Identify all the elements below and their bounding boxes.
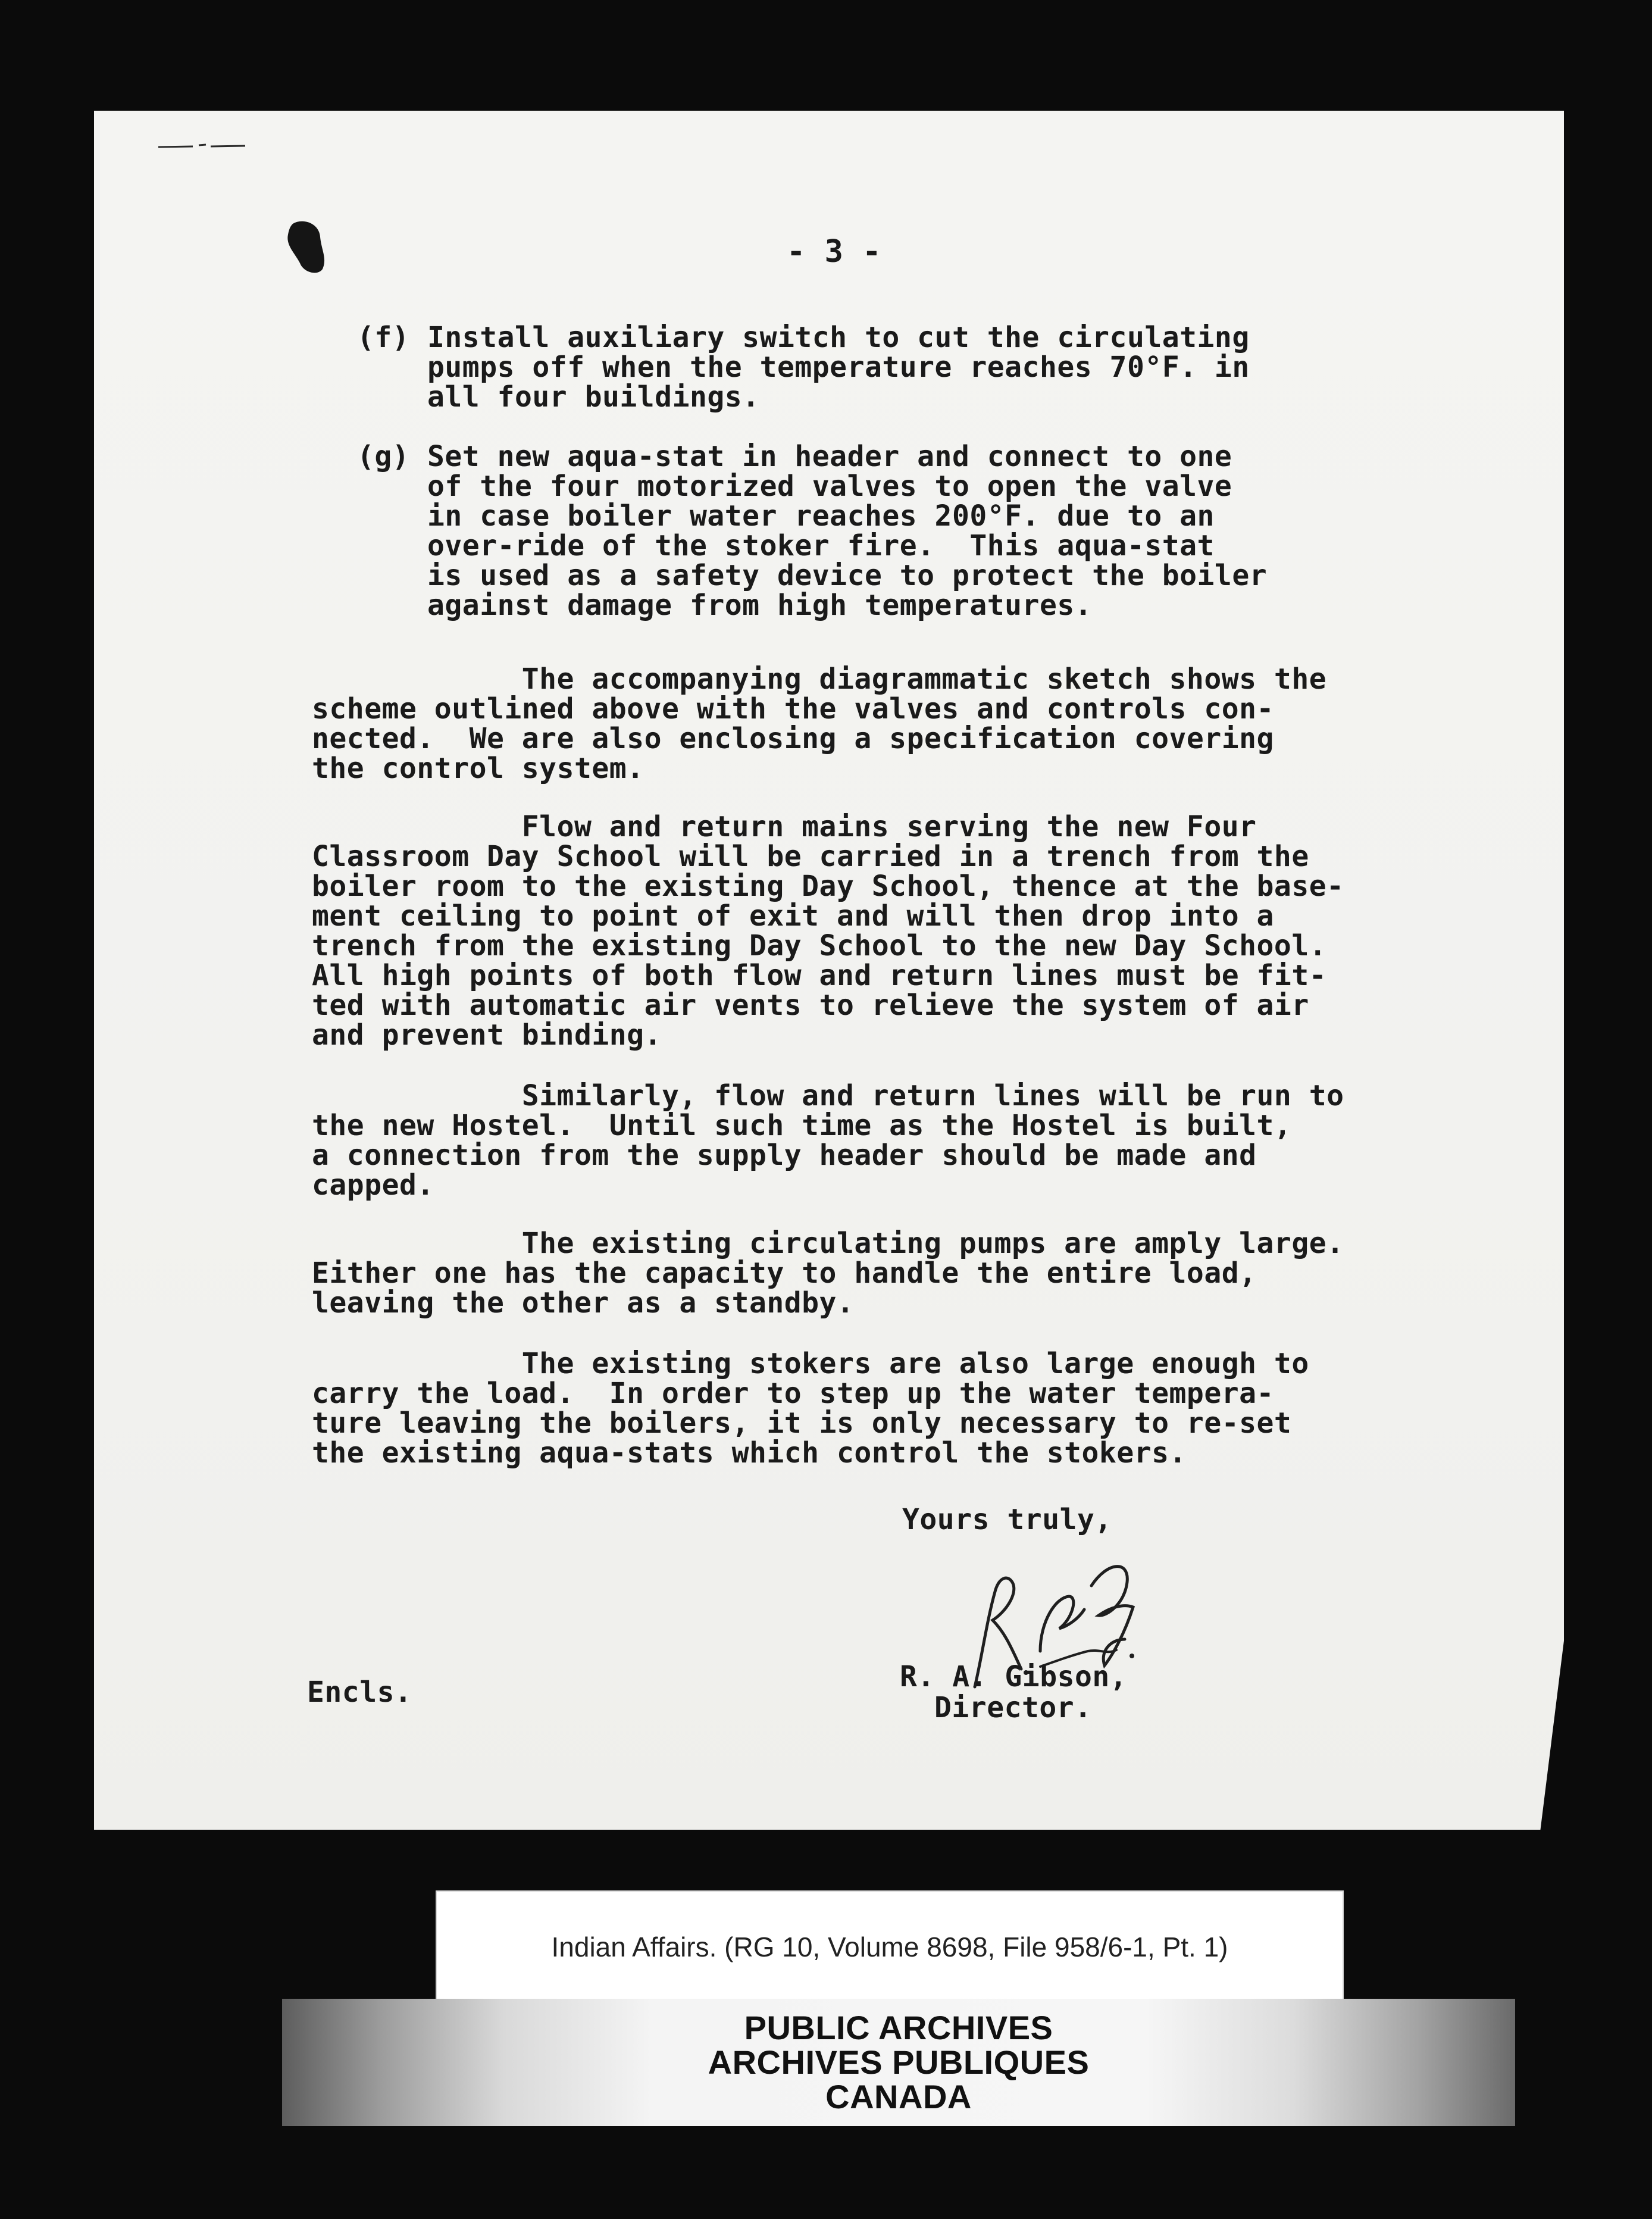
page-number: - 3 - [787,234,882,270]
stamp-line-canada: CANADA [825,2078,972,2115]
archive-reference-label [436,1890,1344,2004]
paragraph-hostel-lines: Similarly, flow and return lines will be run to the new Hostel. Until such time as the Hostel is built, a connection from the supply header should be made and capped. [312,1079,1344,1202]
stamp-line-public-archives: PUBLIC ARCHIVES [744,2009,1053,2046]
stamp-line-archives-publiques: ARCHIVES PUBLIQUES [708,2043,1090,2081]
archive-stamp-bar [282,1999,1515,2126]
archive-reference-text: Indian Affairs. (RG 10, Volume 8698, File 958/6-1, Pt. 1) [551,1932,1228,1962]
signatory-title: Director. [934,1691,1092,1724]
enclosures-note: Encls. [307,1676,412,1709]
closing-salutation: Yours truly, [902,1503,1112,1536]
item-g-text: Set new aqua-stat in header and connect to one of the four motorized valves to open the valve in case boiler water reaches 200°F. due to an over-ride of the stoker fire. This aqua-stat is used as a safety device to protect the boiler against damage from high temperatures. [427,440,1268,622]
paragraph-circulating-pumps: The existing circulating pumps are amply large. Either one has the capacity to handle the entire load, leaving the other as a standby. [312,1227,1344,1320]
paragraph-diagram-sketch: The accompanying diagrammatic sketch shows the scheme outlined above with the valves and controls con- nected. We are also enclosing a specification covering the control system. [312,662,1327,785]
paragraph-flow-return-mains: Flow and return mains serving the new Four Classroom Day School will be carried in a trench from the boiler room to the existing Day School, thence at the base- ment ceiling to point of exit and will then drop into a trench from the existing Day School to the new Day School. All high points of both flow and return lines must be fit- ted with automatic air vents to relieve the system of air and prevent binding. [312,810,1344,1052]
item-g-label: (g) [357,440,410,473]
item-f-label: (f) [357,321,410,354]
signatory-name: R. A. Gibson, [900,1660,1128,1693]
ink-blot [284,219,331,276]
pencil-mark [157,142,246,150]
item-f-text: Install auxiliary switch to cut the circulating pumps off when the temperature reaches 70°F. in all four buildings. [427,321,1250,414]
paragraph-stokers: The existing stokers are also large enough to carry the load. In order to step up the water tempera- ture leaving the boilers, it is only necessary to re-set the existing aqua-stats which control the stokers. [312,1347,1309,1470]
